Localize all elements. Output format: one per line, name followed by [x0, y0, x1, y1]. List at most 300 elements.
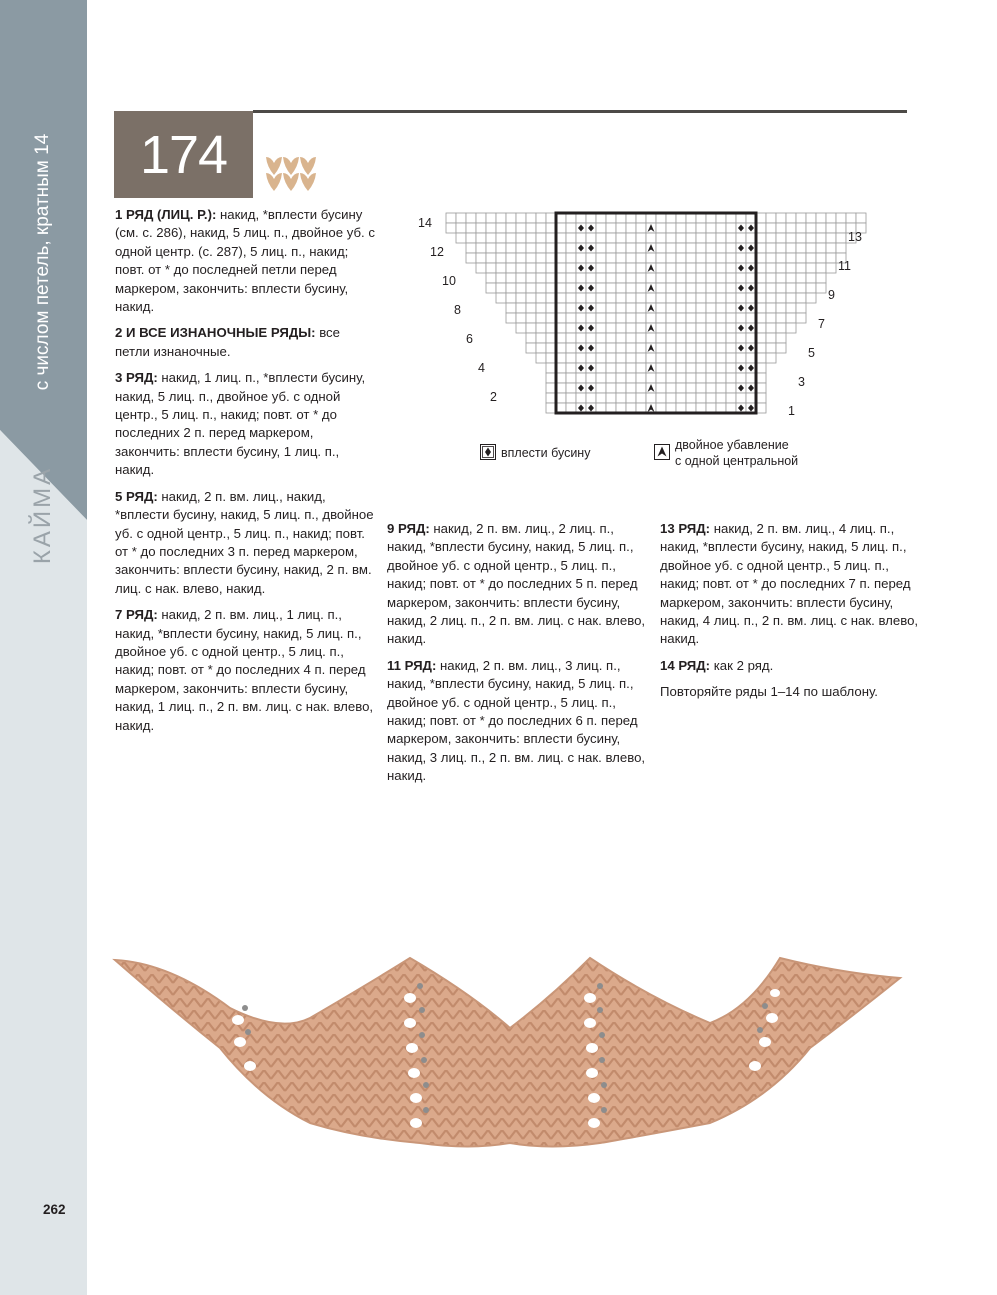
chart-cell: [636, 343, 646, 353]
chart-cell: [706, 393, 716, 403]
chart-cell: [776, 253, 786, 263]
chart-cell: [536, 253, 546, 263]
chart-cell: [566, 333, 576, 343]
chart-cell: [706, 223, 716, 233]
chart-cell: [596, 243, 606, 253]
chart-cell: [786, 323, 796, 333]
chart-cell: [726, 253, 736, 263]
chart-cell: [826, 233, 836, 243]
chart-cell: [536, 273, 546, 283]
chart-cell: [686, 303, 696, 313]
chart-cell: [826, 223, 836, 233]
chart-cell: [536, 233, 546, 243]
chart-cell: [706, 243, 716, 253]
chart-cell: [676, 343, 686, 353]
knitted-swatch-photo: [110, 938, 910, 1178]
chart-row-label-left: 8: [454, 303, 461, 317]
chart-cell: [626, 243, 636, 253]
chart-cell: [676, 253, 686, 263]
chart-cell: [696, 383, 706, 393]
chart-cell: [496, 263, 506, 273]
chart-cell: [536, 323, 546, 333]
chart-cell: [776, 213, 786, 223]
chart-cell: [566, 233, 576, 243]
chart-cell: [766, 333, 776, 343]
chart-cell: [626, 383, 636, 393]
chart-cell: [726, 283, 736, 293]
bead-legend-label: вплести бусину: [501, 446, 591, 460]
chart-cell: [716, 343, 726, 353]
chart-cell: [616, 323, 626, 333]
chart-cell: [716, 273, 726, 283]
chart-cell: [526, 263, 536, 273]
chart-cell: [606, 323, 616, 333]
chart-cell: [666, 243, 676, 253]
chart-cell: [786, 233, 796, 243]
chart-cell: [816, 263, 826, 273]
chart-cell: [716, 373, 726, 383]
chart-cell: [586, 293, 596, 303]
chart-cell: [526, 333, 536, 343]
chart-cell: [576, 293, 586, 303]
chart-cell: [666, 393, 676, 403]
chart-cell: [476, 243, 486, 253]
chart-cell: [586, 333, 596, 343]
chart-cell: [666, 293, 676, 303]
chart-cell: [676, 233, 686, 243]
chart-row-label-left: 14: [418, 216, 432, 230]
chart-cell: [596, 383, 606, 393]
chart-cell: [566, 273, 576, 283]
chart-cell: [736, 253, 746, 263]
chart-cell: [586, 353, 596, 363]
chart-cell: [626, 353, 636, 363]
chart-cell: [656, 393, 666, 403]
chart-cell: [696, 363, 706, 373]
legend-line-2: с одной центральной: [675, 454, 799, 468]
chart-cell: [666, 283, 676, 293]
chart-cell: [616, 313, 626, 323]
chart-cell: [786, 263, 796, 273]
chart-cell: [566, 353, 576, 363]
chart-cell: [816, 213, 826, 223]
chart-cell: [636, 293, 646, 303]
chart-cell: [656, 293, 666, 303]
chart-cell: [536, 353, 546, 363]
chart-cell: [576, 273, 586, 283]
chart-cell: [586, 393, 596, 403]
chart-cell: [536, 293, 546, 303]
chart-cell: [826, 213, 836, 223]
row-13-instruction: 13 РЯД: накид, 2 п. вм. лиц., 4 лиц. п., накид, *вплести бусину, накид, 5 лиц. п., двойное уб. с одной центр., 5 лиц. п., накид; повт. от * до последних 7 п. перед маркером, закончить: вплести бусину, накид, 4 лиц. п., 2 п. вм. лиц. с нак. влево, накид.: [660, 521, 919, 647]
chart-cell: [536, 223, 546, 233]
chart-cell: [726, 293, 736, 303]
chart-cell: [576, 253, 586, 263]
chart-cell: [686, 353, 696, 363]
chart-cell: [506, 313, 516, 323]
chart-cell: [446, 213, 456, 223]
chart-cell: [816, 253, 826, 263]
chart-cell: [596, 283, 606, 293]
chart-cell: [466, 233, 476, 243]
chart-cell: [656, 233, 666, 243]
chart-cell: [816, 273, 826, 283]
chart-cell: [696, 353, 706, 363]
chart-cell: [796, 303, 806, 313]
chart-cell: [716, 263, 726, 273]
chart-cell: [826, 253, 836, 263]
chart-cell: [666, 223, 676, 233]
chart-cell: [516, 313, 526, 323]
chart-cell: [706, 373, 716, 383]
chart-cell: [646, 313, 656, 323]
chart-cell: [486, 233, 496, 243]
chart-cell: [706, 233, 716, 243]
chart-cell: [726, 323, 736, 333]
chart-cell: [476, 233, 486, 243]
chart-cell: [666, 303, 676, 313]
chart-cell: [566, 253, 576, 263]
chart-cell: [826, 263, 836, 273]
chart-cell: [606, 243, 616, 253]
chart-cell: [736, 373, 746, 383]
sidebar-section-title: КАЙМА: [29, 465, 56, 565]
chart-cell: [696, 303, 706, 313]
chart-cell: [496, 273, 506, 283]
chart-cell: [726, 303, 736, 313]
chart-cell: [796, 253, 806, 263]
chart-cell: [716, 393, 726, 403]
chart-cell: [716, 323, 726, 333]
chart-cell: [576, 233, 586, 243]
chart-cell: [626, 313, 636, 323]
chart-cell: [616, 373, 626, 383]
chart-cell: [506, 303, 516, 313]
double-decrease-legend-label: [675, 437, 798, 469]
chart-cell: [496, 223, 506, 233]
chart-cell: [726, 383, 736, 393]
chart-cell: [526, 273, 536, 283]
knitting-chart: [410, 205, 880, 420]
chart-cell: [676, 243, 686, 253]
chart-cell: [696, 233, 706, 243]
chart-cell: [636, 253, 646, 263]
chart-cell: [686, 253, 696, 263]
chart-row-label-left: 6: [466, 332, 473, 346]
legend-line-1: двойное убавление: [675, 438, 789, 452]
chart-cell: [486, 213, 496, 223]
chart-cell: [516, 263, 526, 273]
chart-cell: [606, 263, 616, 273]
chart-cell: [586, 373, 596, 383]
chart-cell: [796, 293, 806, 303]
chart-cell: [566, 383, 576, 393]
chart-cell: [666, 363, 676, 373]
chart-cell: [636, 233, 646, 243]
chart-cell: [716, 333, 726, 343]
chart-cell: [476, 253, 486, 263]
chart-cell: [686, 333, 696, 343]
chart-cell: [606, 383, 616, 393]
chart-cell: [736, 313, 746, 323]
chart-cell: [796, 283, 806, 293]
chart-cell: [806, 243, 816, 253]
chart-cell: [786, 293, 796, 303]
chart-cell: [726, 343, 736, 353]
chart-cell: [806, 223, 816, 233]
chart-cell: [666, 323, 676, 333]
chart-cell: [636, 363, 646, 373]
chart-cell: [486, 253, 496, 263]
chart-cell: [656, 383, 666, 393]
chart-cell: [626, 293, 636, 303]
chart-cell: [636, 383, 646, 393]
chart-cell: [776, 293, 786, 303]
chart-cell: [696, 243, 706, 253]
chart-cell: [796, 213, 806, 223]
chart-cell: [676, 383, 686, 393]
chart-cell: [506, 243, 516, 253]
chart-cell: [536, 283, 546, 293]
chart-cell: [666, 373, 676, 383]
chart-cell: [636, 223, 646, 233]
chart-cell: [616, 223, 626, 233]
chart-cell: [696, 263, 706, 273]
chart-cell: [736, 333, 746, 343]
chart-cell: [626, 223, 636, 233]
chart-cell: [666, 353, 676, 363]
chart-cell: [766, 243, 776, 253]
chart-row-label-right: 13: [848, 230, 862, 244]
chart-cell: [676, 303, 686, 313]
chart-cell: [766, 223, 776, 233]
chart-cell: [716, 383, 726, 393]
chart-cell: [606, 233, 616, 243]
chart-cell: [516, 223, 526, 233]
chart-cell: [576, 313, 586, 323]
row-9-instruction: 9 РЯД: накид, 2 п. вм. лиц., 2 лиц. п., накид, *вплести бусину, накид, 5 лиц. п., двойное уб. с одной центр., 5 лиц. п., накид; повт. от * до последних 5 п. перед маркером, закончить: вплести бусину, накид, 2 лиц. п., 2 п. вм. лиц. с нак. влево, накид.: [387, 521, 646, 647]
chart-cell: [766, 253, 776, 263]
chart-cell: [506, 263, 516, 273]
chart-cell: [616, 243, 626, 253]
chart-cell: [456, 233, 466, 243]
chart-cell: [676, 273, 686, 283]
chart-cell: [686, 343, 696, 353]
instructions-column-3: [660, 520, 922, 710]
chart-cell: [766, 313, 776, 323]
chart-cell: [696, 253, 706, 263]
chart-cell: [816, 223, 826, 233]
chart-cell: [566, 303, 576, 313]
chart-cell: [706, 293, 716, 303]
chart-cell: [806, 213, 816, 223]
chart-cell: [676, 373, 686, 383]
chart-cell: [616, 233, 626, 243]
chart-cell: [836, 213, 846, 223]
chart-cell: [606, 253, 616, 263]
chart-cell: [676, 363, 686, 373]
chart-cell: [596, 393, 606, 403]
chart-cell: [626, 323, 636, 333]
chart-cell: [696, 393, 706, 403]
sidebar-subtitle: с числом петель, кратным 14: [32, 133, 53, 391]
row-3-instruction: 3 РЯД: накид, 1 лиц. п., *вплести бусину, накид, 5 лиц. п., двойное уб. с одной центр., 5 лиц. п., накид; повт. от * до последних 2 п. перед маркером, закончить: вплести бусину, 1 лиц. п., накид.: [115, 370, 366, 478]
chart-cell: [596, 343, 606, 353]
chart-cell: [496, 243, 506, 253]
chart-cell: [596, 273, 606, 283]
chart-cell: [516, 233, 526, 243]
repeat-instruction: Повторяйте ряды 1–14 по шаблону.: [660, 684, 878, 700]
chart-cell: [626, 303, 636, 313]
chart-cell: [616, 363, 626, 373]
chart-cell: [656, 323, 666, 333]
chart-cell: [716, 303, 726, 313]
chart-cell: [536, 313, 546, 323]
chart-cell: [656, 363, 666, 373]
chart-cell: [766, 353, 776, 363]
chart-cell: [666, 273, 676, 283]
chart-row-label-left: 10: [442, 274, 456, 288]
chart-cell: [526, 223, 536, 233]
chart-cell: [786, 223, 796, 233]
row-1-instruction: 1 РЯД (ЛИЦ. Р.): накид, *вплести бусину (см. с. 286), накид, 5 лиц. п., двойное уб. с одной центр. (с. 287), 5 лиц. п., накид; повт. от * до последней петли перед маркером, закончить: вплести бусину, накид.: [115, 207, 375, 315]
chart-cell: [786, 313, 796, 323]
chart-row-label-left: 12: [430, 245, 444, 259]
chart-cell: [736, 353, 746, 363]
chart-cell: [656, 353, 666, 363]
chart-cell: [716, 243, 726, 253]
chart-cell: [736, 393, 746, 403]
chart-cell: [656, 343, 666, 353]
chart-cell: [506, 213, 516, 223]
chart-cell: [566, 393, 576, 403]
chart-cell: [686, 363, 696, 373]
chart-cell: [636, 333, 646, 343]
chart-cell: [606, 303, 616, 313]
chart-cell: [676, 263, 686, 273]
chart-cell: [576, 373, 586, 383]
chart-cell: [566, 243, 576, 253]
chart-cell: [506, 253, 516, 263]
chart-cell: [656, 283, 666, 293]
chart-cell: [656, 303, 666, 313]
chart-cell: [646, 333, 656, 343]
chart-cell: [716, 353, 726, 363]
chart-cell: [696, 323, 706, 333]
chart-cell: [456, 213, 466, 223]
chart-cell: [726, 373, 736, 383]
chart-cell: [526, 323, 536, 333]
chart-cell: [596, 313, 606, 323]
chart-cell: [626, 363, 636, 373]
chart-cell: [766, 343, 776, 353]
chart-cell: [836, 223, 846, 233]
chart-cell: [616, 333, 626, 343]
chart-cell: [646, 373, 656, 383]
chart-cell: [666, 383, 676, 393]
chart-cell: [486, 273, 496, 283]
instructions-column-1: [115, 206, 375, 743]
chart-cell: [606, 353, 616, 363]
chart-row-label-left: 2: [490, 390, 497, 404]
chart-cell: [466, 213, 476, 223]
chart-cell: [596, 373, 606, 383]
chart-cell: [726, 273, 736, 283]
chart-cell: [796, 223, 806, 233]
chart-cell: [526, 303, 536, 313]
row-2-instruction: 2 И ВСЕ ИЗНАНОЧНЫЕ РЯДЫ: все петли изнаночные.: [115, 325, 340, 359]
chart-cell: [796, 263, 806, 273]
chart-cell: [676, 313, 686, 323]
chart-cell: [596, 253, 606, 263]
chart-cell: [486, 223, 496, 233]
chart-cell: [686, 273, 696, 283]
chart-cell: [516, 273, 526, 283]
chart-cell: [816, 243, 826, 253]
chart-row-label-right: 7: [818, 317, 825, 331]
chart-cell: [686, 383, 696, 393]
chart-cell: [596, 223, 606, 233]
chart-cell: [566, 223, 576, 233]
chart-cell: [636, 263, 646, 273]
chart-cell: [686, 393, 696, 403]
chart-cell: [696, 373, 706, 383]
chart-cell: [616, 293, 626, 303]
chart-cell: [686, 293, 696, 303]
chart-cell: [836, 243, 846, 253]
chart-cell: [626, 343, 636, 353]
chart-cell: [716, 223, 726, 233]
chart-cell: [766, 213, 776, 223]
chart-cell: [806, 273, 816, 283]
chart-cell: [806, 263, 816, 273]
chart-cell: [576, 393, 586, 403]
chart-cell: [526, 343, 536, 353]
chart-cell: [796, 273, 806, 283]
chart-cell: [476, 263, 486, 273]
chart-cell: [716, 233, 726, 243]
chart-cell: [676, 223, 686, 233]
chart-cell: [676, 393, 686, 403]
chart-cell: [686, 283, 696, 293]
chart-cell: [596, 293, 606, 303]
chart-cell: [666, 253, 676, 263]
chart-cell: [686, 223, 696, 233]
chart-cell: [516, 283, 526, 293]
chart-cell: [786, 243, 796, 253]
chart-cell: [686, 243, 696, 253]
chart-cell: [526, 253, 536, 263]
chart-cell: [656, 313, 666, 323]
chart-cell: [616, 353, 626, 363]
chart-cell: [726, 233, 736, 243]
chart-cell: [726, 333, 736, 343]
chart-cell: [606, 343, 616, 353]
chart-cell: [526, 313, 536, 323]
chart-cell: [676, 333, 686, 343]
chart-cell: [726, 353, 736, 363]
chart-cell: [666, 313, 676, 323]
chart-cell: [786, 283, 796, 293]
chart-cell: [536, 303, 546, 313]
chart-cell: [536, 243, 546, 253]
chart-cell: [476, 223, 486, 233]
chart-cell: [586, 253, 596, 263]
chart-cell: [566, 283, 576, 293]
chart-cell: [696, 343, 706, 353]
chart-cell: [506, 283, 516, 293]
chart-cell: [606, 333, 616, 343]
